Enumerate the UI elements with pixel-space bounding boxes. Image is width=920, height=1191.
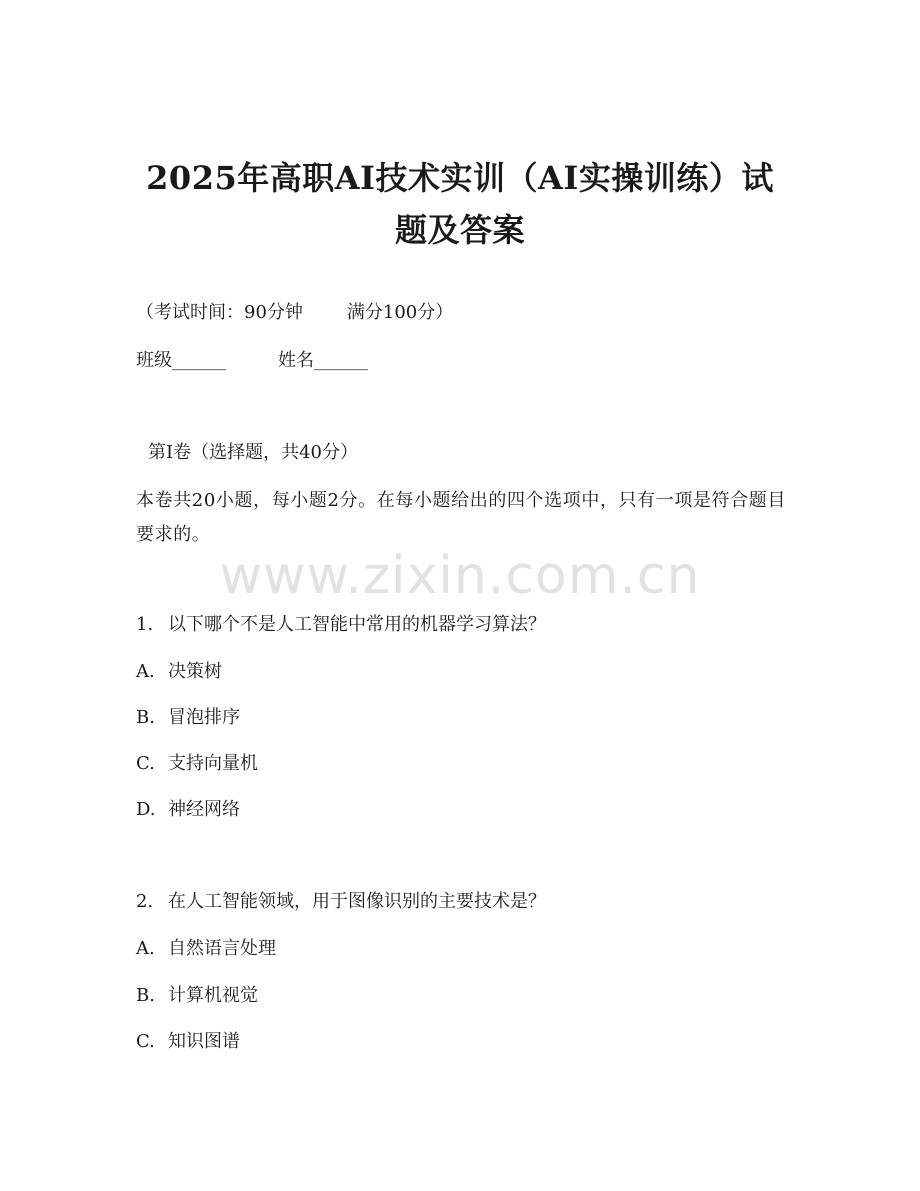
name-field: 姓名______	[278, 350, 368, 371]
option-2-a	[136, 937, 276, 961]
option-1-c	[136, 752, 258, 776]
option-2-c	[136, 1030, 240, 1054]
watermark: www.zixin.com.cn	[219, 546, 701, 606]
option-text: 决策树	[168, 661, 222, 682]
option-2-b	[136, 984, 258, 1008]
title-line-2: 题及答案	[394, 211, 525, 249]
option-letter: A.	[136, 661, 155, 682]
option-letter: C.	[136, 1031, 155, 1052]
option-text: 知识图谱	[168, 1031, 240, 1052]
option-1-a	[136, 660, 222, 684]
option-1-d	[136, 798, 240, 822]
question-number: 1.	[136, 614, 154, 635]
question-text: 在人工智能领域，用于图像识别的主要技术是？	[168, 891, 546, 912]
document-title	[100, 152, 820, 256]
student-info	[136, 349, 368, 373]
exam-time: （考试时间：90分钟	[136, 302, 303, 323]
exam-meta	[136, 301, 453, 325]
full-score: 满分100分）	[346, 302, 454, 323]
section-heading: 第Ⅰ卷（选择题，共40分）	[148, 442, 359, 463]
option-1-b	[136, 706, 240, 730]
option-text: 冒泡排序	[168, 707, 240, 728]
option-letter: C.	[136, 753, 155, 774]
question-number: 2.	[136, 891, 154, 912]
question-2	[136, 890, 546, 914]
option-letter: B.	[136, 707, 155, 728]
section-intro: 本卷共20小题，每小题2分。在每小题给出的四个选项中，只有一项是符合题目要求的。	[136, 490, 786, 545]
option-letter: B.	[136, 985, 155, 1006]
question-text: 以下哪个不是人工智能中常用的机器学习算法？	[168, 614, 546, 635]
class-field: 班级______	[136, 350, 226, 371]
title-line-1: 2025年高职AI技术实训（AI实操训练）试	[146, 159, 774, 197]
option-letter: A.	[136, 938, 155, 959]
option-text: 计算机视觉	[168, 985, 258, 1006]
option-text: 神经网络	[168, 799, 240, 820]
option-text: 支持向量机	[168, 753, 258, 774]
option-text: 自然语言处理	[168, 938, 276, 959]
question-1	[136, 613, 546, 637]
option-letter: D.	[136, 799, 156, 820]
